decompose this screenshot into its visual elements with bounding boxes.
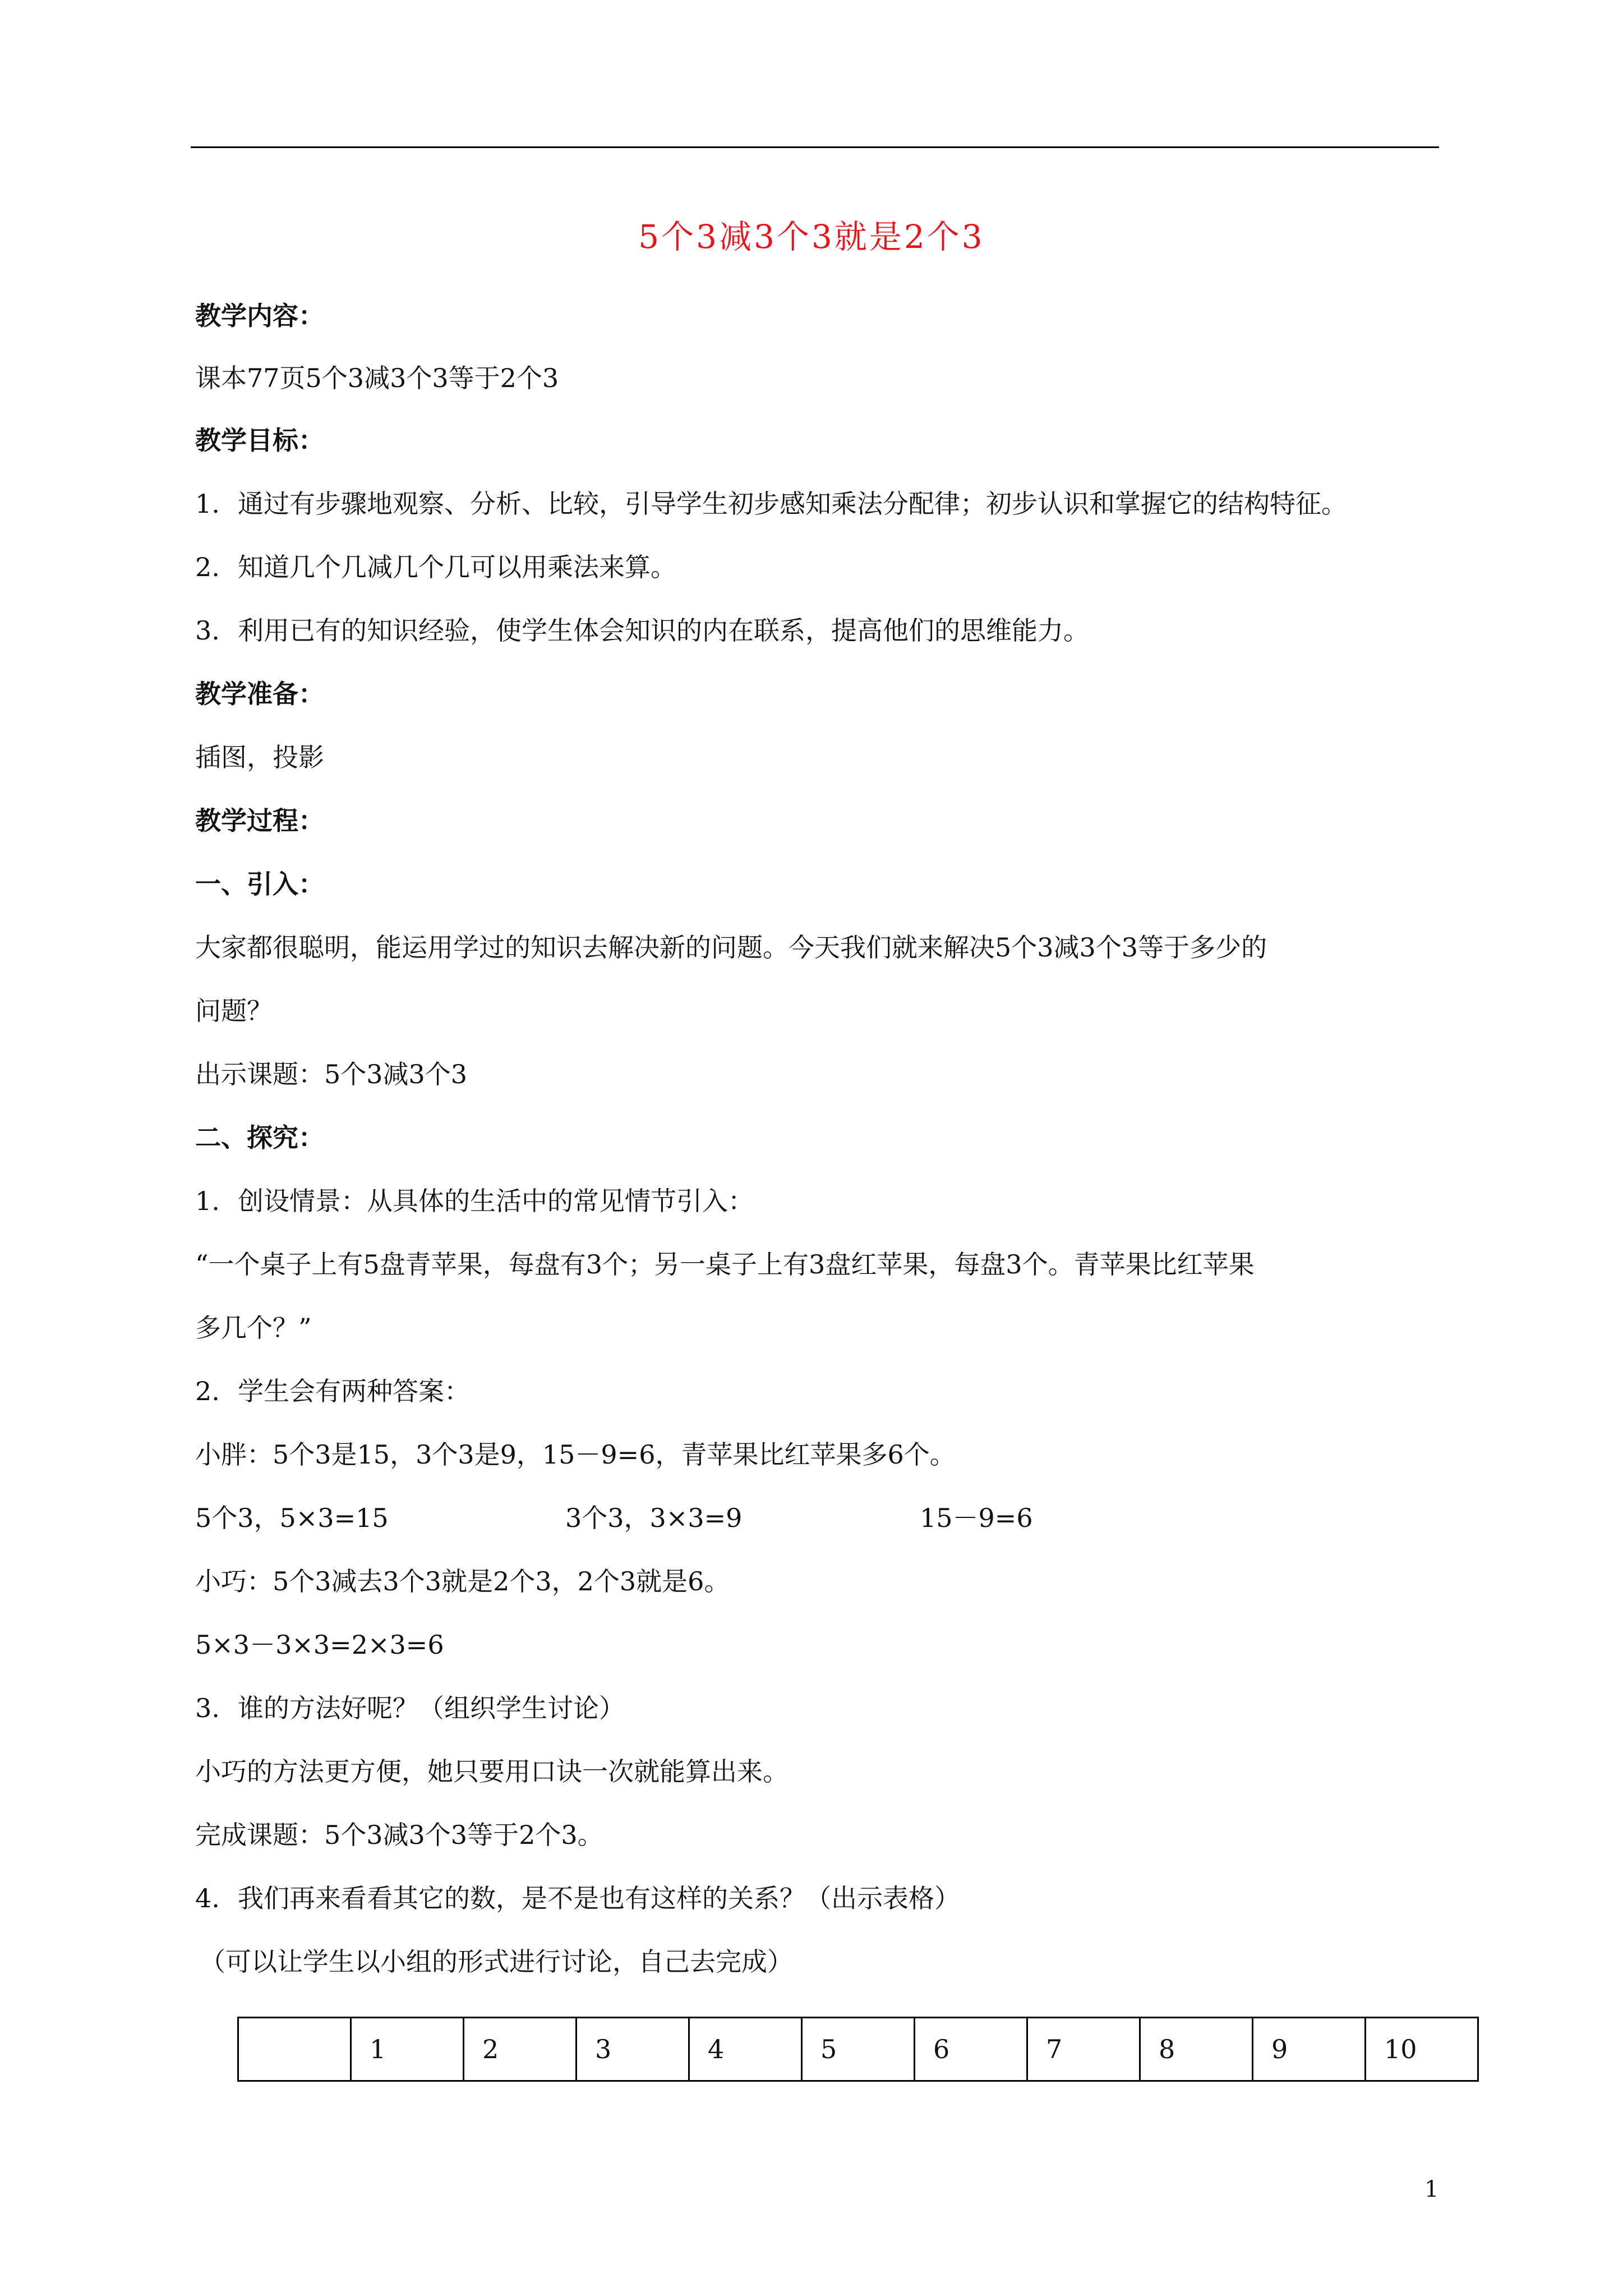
goal-number: 1. — [195, 489, 220, 519]
step-text: 我们再来看看其它的数，是不是也有这样的关系？（出示表格） — [238, 1883, 960, 1913]
step-2 — [195, 1374, 470, 1408]
document-title: 5个3减3个3就是2个3 — [638, 218, 985, 256]
intro-text-line-1: 大家都很聪明，能运用学过的知识去解决新的问题。今天我们就来解决5个3减3个3等于多少的 — [195, 932, 1267, 963]
calc-c: 15－9=6 — [920, 1503, 1033, 1533]
table-row — [238, 2018, 1478, 2081]
goal-text: 利用已有的知识经验，使学生体会知识的内在联系，提高他们的思维能力。 — [238, 615, 1089, 646]
step-number: 4. — [195, 1883, 220, 1913]
step-text: 创设情景：从具体的生活中的常见情节引入： — [238, 1186, 754, 1216]
step-1 — [195, 1184, 754, 1218]
heading-content: 教学内容： — [195, 301, 324, 331]
goal-item-3 — [195, 614, 1089, 647]
calc-row — [195, 1501, 1429, 1535]
calc-a: 5个3，5×3=15 — [195, 1503, 389, 1533]
goal-item-1 — [195, 487, 1347, 521]
heading-explore: 二、探究： — [195, 1122, 324, 1153]
content-text: 课本77页5个3减3个3等于2个3 — [195, 363, 559, 393]
goal-text: 通过有步骤地观察、分析、比较，引导学生初步感知乘法分配律；初步认识和掌握它的结构特征。 — [238, 489, 1347, 519]
table-cell — [238, 2018, 351, 2081]
xiaopang-answer: 小胖：5个3是15，3个3是9，15－9=6，青苹果比红苹果多6个。 — [195, 1439, 956, 1470]
table-cell: 1 — [351, 2018, 464, 2081]
prep-text: 插图，投影 — [195, 742, 324, 772]
step-text: 谁的方法好呢？（组织学生讨论） — [238, 1693, 625, 1723]
complete-topic-text: 完成课题：5个3减3个3等于2个3。 — [195, 1820, 603, 1850]
page-number: 1 — [1424, 2177, 1439, 2202]
step-3 — [195, 1691, 625, 1725]
step-text: 学生会有两种答案： — [238, 1376, 470, 1406]
show-topic-text: 出示课题：5个3减3个3 — [195, 1059, 468, 1089]
table-cell: 6 — [915, 2018, 1027, 2081]
heading-goals: 教学目标： — [195, 425, 324, 455]
goal-item-2 — [195, 550, 676, 584]
table-cell: 7 — [1027, 2018, 1140, 2081]
group-note-text: （可以让学生以小组的形式进行讨论，自己去完成） — [200, 1947, 793, 1977]
step-4 — [195, 1881, 960, 1915]
goal-number: 3. — [195, 615, 220, 646]
goal-number: 2. — [195, 552, 220, 582]
table-cell: 10 — [1366, 2018, 1478, 2081]
number-table — [237, 2017, 1479, 2082]
goal-text: 知道几个几减几个几可以用乘法来算。 — [238, 552, 676, 582]
step-number: 2. — [195, 1376, 220, 1406]
heading-prep: 教学准备： — [195, 679, 324, 709]
table-cell: 8 — [1140, 2018, 1253, 2081]
table-cell: 9 — [1253, 2018, 1366, 2081]
xiaoqiao-answer: 小巧：5个3减去3个3就是2个3，2个3就是6。 — [195, 1566, 730, 1596]
table-cell: 3 — [577, 2018, 689, 2081]
heading-intro: 一、引入： — [195, 869, 324, 899]
formula-text: 5×3－3×3=2×3=6 — [195, 1630, 444, 1660]
quote-line-1: “一个桌子上有5盘青苹果，每盘有3个；另一桌子上有3盘红苹果，每盘3个。青苹果比红苹果 — [195, 1249, 1255, 1280]
step-number: 3. — [195, 1693, 220, 1723]
better-method-text: 小巧的方法更方便，她只要用口诀一次就能算出来。 — [195, 1756, 789, 1787]
table-cell: 5 — [802, 2018, 915, 2081]
header-rule — [191, 146, 1439, 148]
table-cell: 2 — [464, 2018, 577, 2081]
heading-process: 教学过程： — [195, 806, 324, 836]
quote-line-2: 多几个？” — [195, 1313, 312, 1343]
table-cell: 4 — [689, 2018, 802, 2081]
intro-text-line-2: 问题？ — [195, 996, 273, 1026]
step-number: 1. — [195, 1186, 220, 1216]
calc-b: 3个3，3×3=9 — [565, 1503, 743, 1533]
